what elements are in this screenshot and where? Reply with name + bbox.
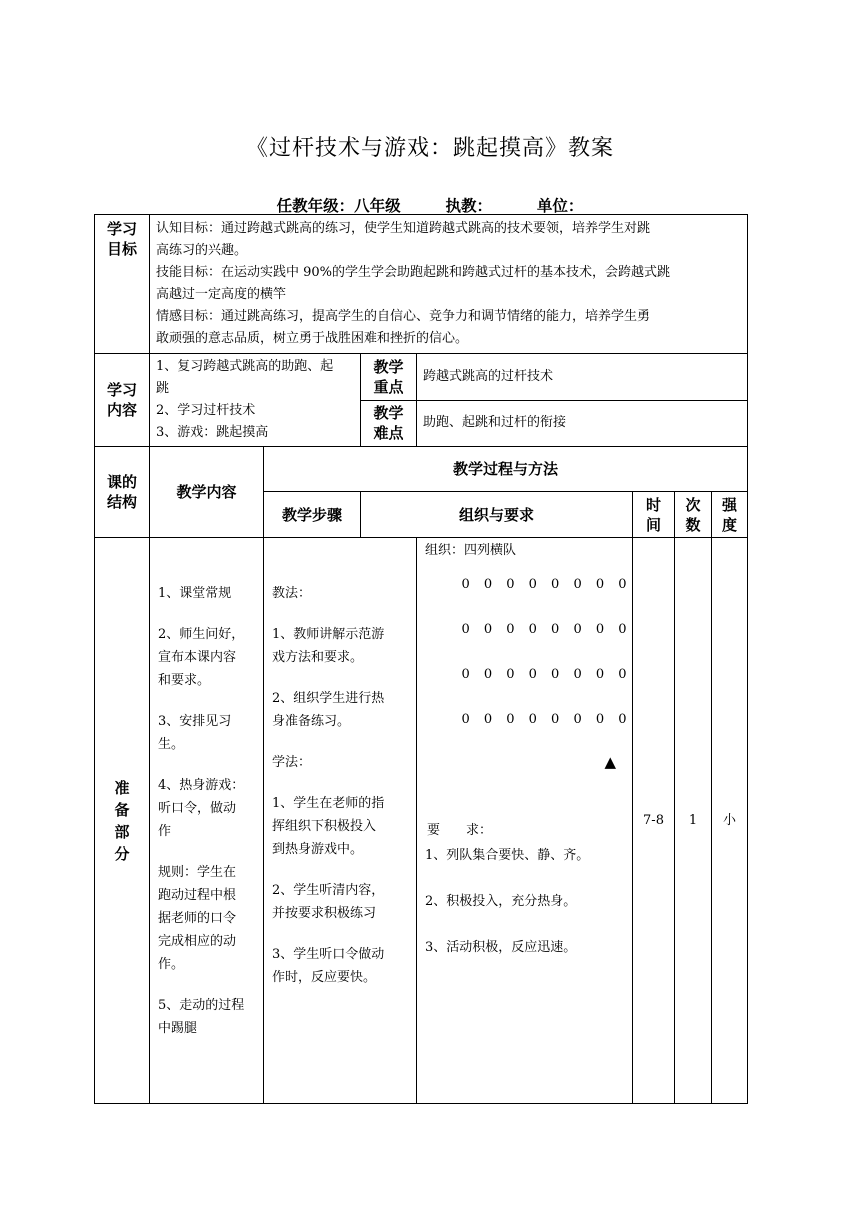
preparation-organization bbox=[417, 538, 633, 1104]
requirement-item: 2、积极投入，充分热身。 bbox=[425, 894, 577, 909]
objectives-text: 认知目标：通过跨越式跳高的练习，使学生知道跨越式跳高的技术要领，培养学生对跳 高练习的兴趣。 技能目标：在运动实践中 90%的学生学会助跑起跳和跨越式过杆的基本技术，会跨越式跳 高越过一定高度的横竿 情感目标：通过跳高练习，提高学生的自信心、竞争力和调节情绪的能力，培养学生勇 敢顽强的意志品质，树立勇于战胜困难和挫折的信心。 bbox=[150, 215, 748, 354]
content-text: 1、复习跨越式跳高的助跑、起 跳 2、学习过杆技术 3、游戏：跳起摸高 bbox=[150, 354, 361, 447]
preparation-intensity: 小 bbox=[712, 538, 748, 1104]
organization-title: 组织：四列横队 bbox=[425, 543, 517, 558]
key-point-label: 教学 重点 bbox=[361, 354, 417, 401]
content-item: 规则：学生在 跑动过程中根 据老师的口令 完成相应的动 作。 bbox=[158, 865, 237, 972]
preparation-count: 1 bbox=[675, 538, 712, 1104]
method-item: 教法： bbox=[272, 586, 312, 601]
content-item: 2、师生问好， 宣布本课内容 和要求。 bbox=[158, 627, 245, 688]
requirement-item: 1、列队集合要快、静、齐。 bbox=[425, 848, 590, 863]
content-item: 3、安排见习 生。 bbox=[158, 714, 232, 752]
time-header: 时 间 bbox=[633, 492, 675, 538]
preparation-content bbox=[150, 538, 264, 1104]
method-item: 1、学生在老师的指 挥组织下积极投入 到热身游戏中。 bbox=[272, 796, 385, 857]
page-title: 《过杆技术与游戏：跳起摸高》教案 bbox=[245, 136, 614, 161]
key-point-value: 跨越式跳高的过杆技术 bbox=[417, 354, 748, 401]
preparation-label: 准 备 部 分 bbox=[95, 538, 150, 1104]
formation-row: 0 0 0 0 0 0 0 0 bbox=[461, 667, 632, 682]
formation bbox=[425, 562, 632, 782]
teaching-content-header: 教学内容 bbox=[150, 447, 264, 538]
unit-label: 单位： bbox=[536, 197, 584, 215]
lesson-info bbox=[0, 194, 860, 216]
requirements-title: 要 求： bbox=[427, 823, 493, 838]
teacher-label: 执教： bbox=[445, 197, 492, 215]
formation-row: 0 0 0 0 0 0 0 0 bbox=[461, 622, 632, 637]
structure-header: 课的 结构 bbox=[95, 447, 150, 538]
content-item: 1、课堂常规 bbox=[158, 586, 232, 601]
lesson-plan-table bbox=[94, 214, 748, 1104]
preparation-methods bbox=[264, 538, 417, 1104]
formation-row: 0 0 0 0 0 0 0 0 bbox=[461, 712, 632, 727]
process-header: 教学过程与方法 bbox=[264, 447, 748, 492]
preparation-row bbox=[95, 538, 748, 1104]
teacher-marker-icon: ▲ bbox=[604, 753, 616, 771]
content-row-key bbox=[95, 354, 748, 401]
process-header-row bbox=[95, 447, 748, 492]
formation-row: 0 0 0 0 0 0 0 0 bbox=[461, 577, 632, 592]
grade-label: 任教年级：八年级 bbox=[276, 197, 401, 215]
requirement-item: 3、活动积极，反应迅速。 bbox=[425, 940, 577, 955]
method-item: 学法： bbox=[272, 755, 312, 770]
intensity-header: 强 度 bbox=[712, 492, 748, 538]
method-item: 3、学生听口令做动 作时，反应要快。 bbox=[272, 947, 385, 985]
method-item: 1、教师讲解示范游 戏方法和要求。 bbox=[272, 627, 385, 665]
difficulty-label: 教学 难点 bbox=[361, 400, 417, 447]
organization-header: 组织与要求 bbox=[361, 492, 633, 538]
objectives-row bbox=[95, 215, 748, 354]
method-item: 2、组织学生进行热 身准备练习。 bbox=[272, 691, 385, 729]
content-label: 学习 内容 bbox=[95, 354, 150, 447]
content-item: 4、热身游戏： 听口令，做动 作 bbox=[158, 778, 245, 839]
method-item: 2、学生听清内容， 并按要求积极练习 bbox=[272, 883, 385, 921]
content-item: 5、走动的过程 中踢腿 bbox=[158, 998, 245, 1036]
preparation-time: 7-8 bbox=[633, 538, 675, 1104]
count-header: 次 数 bbox=[675, 492, 712, 538]
steps-header: 教学步骤 bbox=[264, 492, 361, 538]
objectives-label: 学习 目标 bbox=[95, 215, 150, 354]
difficulty-value: 助跑、起跳和过杆的衔接 bbox=[417, 400, 748, 447]
